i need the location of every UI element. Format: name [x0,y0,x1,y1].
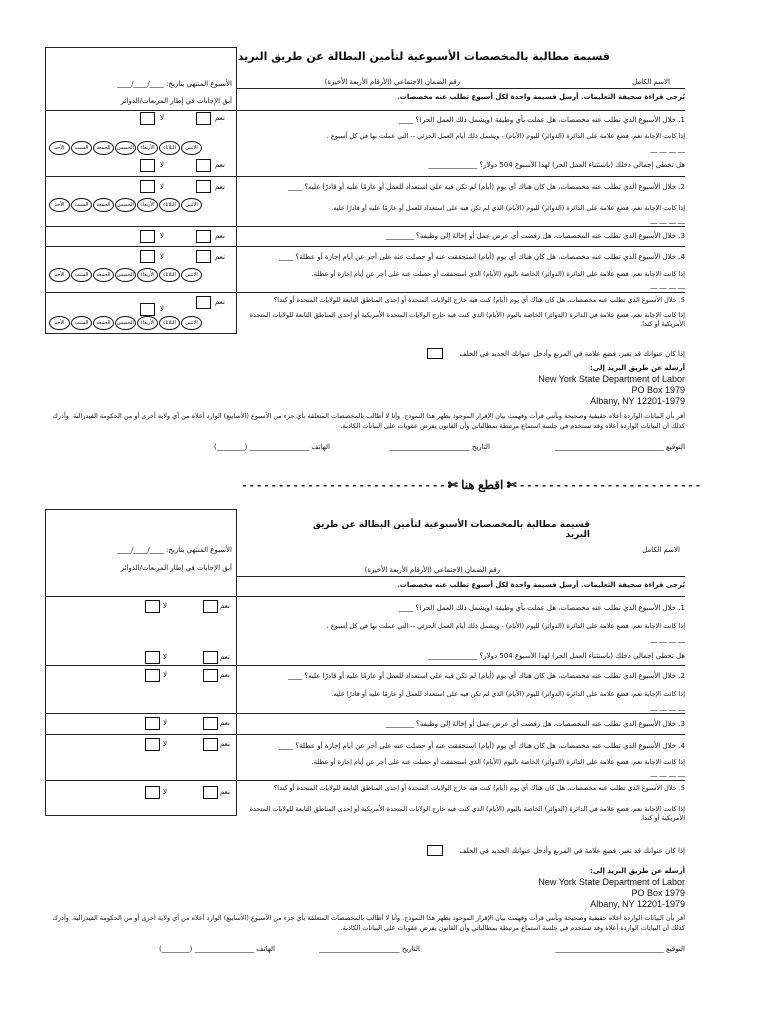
week-ending-label: الأسبوع المنتهي بتاريخ: ____/____/____ [117,80,232,88]
q3-text: 3. خلال الأسبوع الذي تطلب عنه المخصصات، هل رفضت أي عرض عمل أو إحالة إلى وظيفة؟ ________ [385,232,685,240]
q1-text: 1. خلال الأسبوع الذي تطلب عنه مخصصات، هل عملت بأي وظيفة (ويشمل ذلك العمل الحر)؟ ____ [399,116,685,124]
day-circle[interactable]: الأحد [49,198,70,212]
q5-no-checkbox[interactable] [145,786,160,799]
day-circle[interactable]: الجمعة [93,198,114,212]
day-circle[interactable]: الاثنين [181,198,202,212]
day-circle[interactable]: الثلاثاء [159,198,180,212]
q2-text: 2. خلال الأسبوع الذي تطلب عنه مخصصات، هل كان هناك أي يوم (أيام) لم تكن فيه على استعداد للعمل أو عازمًا عليه أو قادرًا عليه؟ ____ [288,672,685,680]
q4-no-checkbox[interactable] [140,250,155,263]
ssn-label: رقم الضمان الاجتماعي (الأرقام الأربعة الأخيرة) [324,78,460,86]
day-circle[interactable]: الخميس [115,198,136,212]
form-title: قسيمة مطالبة بالمخصصات الأسبوعية لتأمين البطالة عن طريق البريد [312,520,590,540]
q3-no-checkbox[interactable] [145,717,160,730]
q5-yes-label: نعم [215,298,225,306]
q2-sub: إذا كانت الإجابة نعم، فضع علامة على الدائرة (الدوائر) لليوم (الأيام) الذي لم تكن فيه على استعداد للعمل أو عازمًا عليه أو قادرًا عليه. [331,690,685,698]
name-line [237,576,685,577]
form-title: قسيمة مطالبة بالمخصصات الأسبوعية لتأمين البطالة عن طريق البريد [237,50,610,63]
q5-text: 5. خلال الأسبوع الذي تطلب عنه مخصصات، هل كان هناك أي يوم (أيام) كنت فيه خارج الولايات المتحدة أو إحدى المناطق التابعة للولايات المتحدة أو كندا؟ [273,296,685,304]
q1-gross-yes-checkbox[interactable] [203,651,218,664]
name-label: الاسم الكامل [642,546,680,554]
q2-yes-checkbox[interactable] [196,180,211,193]
q4-no-label: لا [163,740,167,748]
mail-address-line-2: PO Box 1979 [631,385,685,395]
address-change-text: إذا كان عنوانك قد تغير، فضع علامة في المربع وأدخل عنوانك الجديد في الخلف [459,350,685,358]
mail-address-line-2: PO Box 1979 [631,888,685,898]
q4-blank: __ __ __ __ [650,281,685,289]
mail-address-line-1: New York State Department of Labor [538,877,685,887]
q1-gross-yes-label: نعم [215,161,225,169]
q1-gross-no-label: لا [163,653,167,661]
q4-yes-checkbox[interactable] [203,738,218,751]
q5-sub: إذا كانت الإجابة نعم، فضع علامة في الدائرة (الدوائر) الخاصة باليوم (الأيام) الذي كنت فيه خارج الولايات المتحدة الأمريكية أو إحدى المناطق التابعة للولايات المتحدة الأمريكية أو كندا. [249,805,685,822]
q1-gross-no-checkbox[interactable] [140,159,155,172]
cut-here-line: - - - - - - - - - - - - - - - - - - - - - - - - - ✄ اقطع هنا ✄ - - - - - - - - - - - - - - - - - - - - - - - - - - - - [242,478,700,492]
q5-no-checkbox[interactable] [140,303,155,316]
mail-to-label: أرسله عن طريق البريد إلى: [590,867,685,875]
day-circle[interactable]: الأحد [49,316,70,330]
q1-sub: إذا كانت الإجابة نعم، فضع علامة على الدائرة (الدوائر) لليوم (الأيام) - ويشمل ذلك أيام العمل الجزئي -- التي عملت بها في كل أسبوع . [326,132,685,140]
q4-yes-label: نعم [215,253,225,261]
day-circle[interactable]: الأربعاء [137,316,158,330]
name-line [237,88,685,89]
q1-blank: __ __ __ __ [650,145,685,153]
signature-line[interactable]: التوقيع _______________________________ [555,443,685,451]
date-line[interactable]: التاريخ _______________________ [319,945,420,953]
q3-no-label: لا [163,719,167,727]
q1-gross-no-checkbox[interactable] [145,651,160,664]
q5-yes-label: نعم [220,788,230,796]
day-circle[interactable]: السبت [71,198,92,212]
q3-text: 3. خلال الأسبوع الذي تطلب عنه المخصصات، هل رفضت أي عرض عمل أو إحالة إلى وظيفة؟ ________ [385,720,685,728]
q1-text: 1. خلال الأسبوع الذي تطلب عنه مخصصات، هل عملت بأي وظيفة (ويشمل ذلك العمل الحر)؟ ____ [399,604,685,612]
q5-sub: إذا كانت الإجابة نعم، فضع علامة في الدائرة (الدوائر) الخاصة باليوم (الأيام) الذي كنت فيه خارج الولايات المتحدة الأمريكية أو إحدى المناطق التابعة للولايات المتحدة الأمريكية أو كندا. [249,311,685,328]
day-circle[interactable]: الجمعة [93,141,114,155]
q2-sub: إذا كانت الإجابة نعم، فضع علامة على الدائرة (الدوائر) لليوم (الأيام) الذي لم تكن فيه على استعداد للعمل أو عازمًا عليه أو قادرًا عليه. [331,204,685,212]
q1-no-label: لا [163,602,167,610]
q3-yes-checkbox[interactable] [203,717,218,730]
day-circle[interactable]: الأربعاء [137,268,158,282]
q1-yes-checkbox[interactable] [203,600,218,613]
day-circle[interactable]: الأحد [49,141,70,155]
mail-to-label: أرسله عن طريق البريد إلى: [590,364,685,372]
q4-yes-label: نعم [220,740,230,748]
q3-yes-label: نعم [215,232,225,240]
q4-text: 4. خلال الأسبوع الذي تطلب عنه مخصصات، هل كان هناك أي يوم (أيام) استحققت عنه أو حصلت عنه على أجر عن أيام إجازة أو عطلة؟ ____ [279,253,685,261]
q5-text: 5. خلال الأسبوع الذي تطلب عنه مخصصات، هل كان هناك أي يوم (أيام) كنت فيه خارج الولايات المتحدة أو إحدى المناطق التابعة للولايات المتحدة أو كندا؟ [273,784,685,792]
name-label: الاسم الكامل [632,78,670,86]
q5-no-label: لا [160,305,164,313]
q5-yes-checkbox[interactable] [196,296,211,309]
q2-yes-label: نعم [215,183,225,191]
q2-blank: __ __ __ __ [650,703,685,711]
q4-day-circles[interactable] [48,268,202,282]
day-circle[interactable]: الجمعة [93,268,114,282]
q1-yes-label: نعم [220,602,230,610]
day-circle[interactable]: الثلاثاء [159,268,180,282]
q4-no-checkbox[interactable] [145,738,160,751]
day-circle[interactable]: الأحد [49,268,70,282]
day-circle[interactable]: الثلاثاء [159,141,180,155]
date-line[interactable]: التاريخ _______________________ [389,443,490,451]
phone-line[interactable]: الهاتف _________________ (________) [158,945,275,953]
q1-no-checkbox[interactable] [140,112,155,125]
q1-gross-no-label: لا [160,161,164,169]
day-circle[interactable]: السبت [71,316,92,330]
q4-blank: __ __ __ __ [650,769,685,777]
day-circle[interactable]: الأربعاء [137,198,158,212]
q4-sub: إذا كانت الإجابة نعم، فضع علامة على الدائرة (الدوائر) الخاصة باليوم (الأيام) الذي استحققت أو حصلت عنه على أجر عن أيام إجازة أو عطلة. [311,758,685,766]
q4-yes-checkbox[interactable] [196,250,211,263]
q2-no-checkbox[interactable] [145,669,160,682]
q3-no-label: لا [160,232,164,240]
q2-no-label: لا [163,671,167,679]
mail-address-line-1: New York State Department of Labor [538,374,685,384]
day-circle[interactable]: الخميس [115,268,136,282]
q1-no-label: لا [160,114,164,122]
q1-gross-yes-checkbox[interactable] [196,159,211,172]
day-circle[interactable]: السبت [71,268,92,282]
q5-day-circles[interactable] [48,316,202,330]
phone-line[interactable]: الهاتف _________________ (________) [213,443,330,451]
address-change-text: إذا كان عنوانك قد تغير، فضع علامة في المربع وأدخل عنوانك الجديد في الخلف [459,847,685,855]
q1-day-circles[interactable] [48,141,202,155]
certification-text: أقر بأن البيانات الواردة أعلاه حقيقية وصحيحة وبأنني قرأت وفهمت بيان الإقرار الموجود بظهر هذا النموذج. وأنا لا أطالب بالمخصصات المتعلقة بأي جزء من الأسبوع (الأسابيع) الوارد أعلاه من أي ولاية أخرى أو من الحكومة الفيدرالية. وأدرك كذلك أن البيانات الواردة أعلاه وقد تستخدم في جلسة استماع مرتبطة بمطالباتي وأن القانون يفرض عقوبات على البيانات الكاذبة. [52,412,685,430]
q4-no-label: لا [160,253,164,261]
q3-yes-label: نعم [220,719,230,727]
q2-text: 2. خلال الأسبوع الذي تطلب عنه مخصصات، هل كان هناك أي يوم (أيام) لم تكن فيه على استعداد للعمل أو عازمًا عليه أو قادرًا عليه؟ ____ [288,183,685,191]
certification-text: أقر بأن البيانات الواردة أعلاه حقيقية وصحيحة وبأنني قرأت وفهمت بيان الإقرار الموجود بظهر هذا النموذج. وأنا لا أطالب بالمخصصات المتعلقة بأي جزء من الأسبوع (الأسابيع) الوارد أعلاه من أي ولاية أخرى أو من الحكومة الفيدرالية. وأدرك كذلك أن البيانات الواردة أعلاه وقد تستخدم في جلسة استماع مرتبطة بمطالباتي وأن القانون يفرض عقوبات على البيانات الكاذبة. [52,914,685,932]
q5-no-label: لا [163,788,167,796]
day-circle[interactable]: الاثنين [181,268,202,282]
q3-no-checkbox[interactable] [140,230,155,243]
mail-address-line-3: Albany, NY 12201-1979 [590,396,685,406]
q1-gross: هل تخطى إجمالي دخلك (باستثناء العمل الحر) لهذا الأسبوع 504 دولار؟ ______________ [428,652,685,660]
q2-day-circles[interactable] [48,198,202,212]
day-circle[interactable]: السبت [71,141,92,155]
q1-yes-checkbox[interactable] [196,112,211,125]
q2-yes-checkbox[interactable] [203,669,218,682]
q1-no-checkbox[interactable] [145,600,160,613]
q4-sub: إذا كانت الإجابة نعم، فضع علامة على الدائرة (الدوائر) الخاصة باليوم (الأيام) الذي استحققت أو حصلت عنه على أجر عن أيام إجازة أو عطلة. [311,270,685,278]
q1-sub: إذا كانت الإجابة نعم، فضع علامة على الدائرة (الدوائر) لليوم (الأيام) - ويشمل ذلك أيام العمل الجزئي -- التي عملت بها في كل أسبوع . [326,622,685,630]
day-circle[interactable]: الخميس [115,141,136,155]
ssn-label: رقم الضمان الاجتماعي (الأرقام الأربعة الأخيرة) [364,566,500,574]
day-circle[interactable]: الأربعاء [137,141,158,155]
q2-no-label: لا [160,183,164,191]
q2-blank: __ __ __ __ [650,216,685,224]
q2-no-checkbox[interactable] [140,180,155,193]
day-circle[interactable]: الخميس [115,316,136,330]
q5-yes-checkbox[interactable] [203,786,218,799]
q1-gross: هل تخطى إجمالي دخلك (باستثناء العمل الحر) لهذا الأسبوع 504 دولار؟ ______________ [428,161,685,169]
instructions: يُرجى قراءة صحيفة التعليمات. أرسل قسيمة واحدة لكل أسبوع تطلب عنه مخصصات. [397,581,685,589]
q1-blank: __ __ __ __ [650,635,685,643]
mail-address-line-3: Albany, NY 12201-1979 [590,899,685,909]
day-circle[interactable]: الاثنين [181,316,202,330]
answer-hint: أبق الإجابات في إطار المربعات/الدوائر [120,564,232,572]
day-circle[interactable]: الاثنين [181,141,202,155]
q4-text: 4. خلال الأسبوع الذي تطلب عنه مخصصات، هل كان هناك أي يوم (أيام) استحققت عنه أو حصلت عنه على أجر عن أيام إجازة أو عطلة؟ ____ [279,742,685,750]
answer-hint: أبق الإجابات في إطار المربعات/الدوائر [120,97,232,105]
signature-line[interactable]: التوقيع _______________________________ [555,945,685,953]
week-ending-label: الأسبوع المنتهي بتاريخ: ____/____/____ [117,546,232,554]
instructions: يُرجى قراءة صحيفة التعليمات. أرسل قسيمة واحدة لكل أسبوع تطلب عنه مخصصات. [397,93,685,101]
q3-yes-checkbox[interactable] [196,230,211,243]
day-circle[interactable]: الجمعة [93,316,114,330]
day-circle[interactable]: الثلاثاء [159,316,180,330]
q1-yes-label: نعم [215,114,225,122]
q1-gross-yes-label: نعم [220,653,230,661]
q2-yes-label: نعم [220,671,230,679]
